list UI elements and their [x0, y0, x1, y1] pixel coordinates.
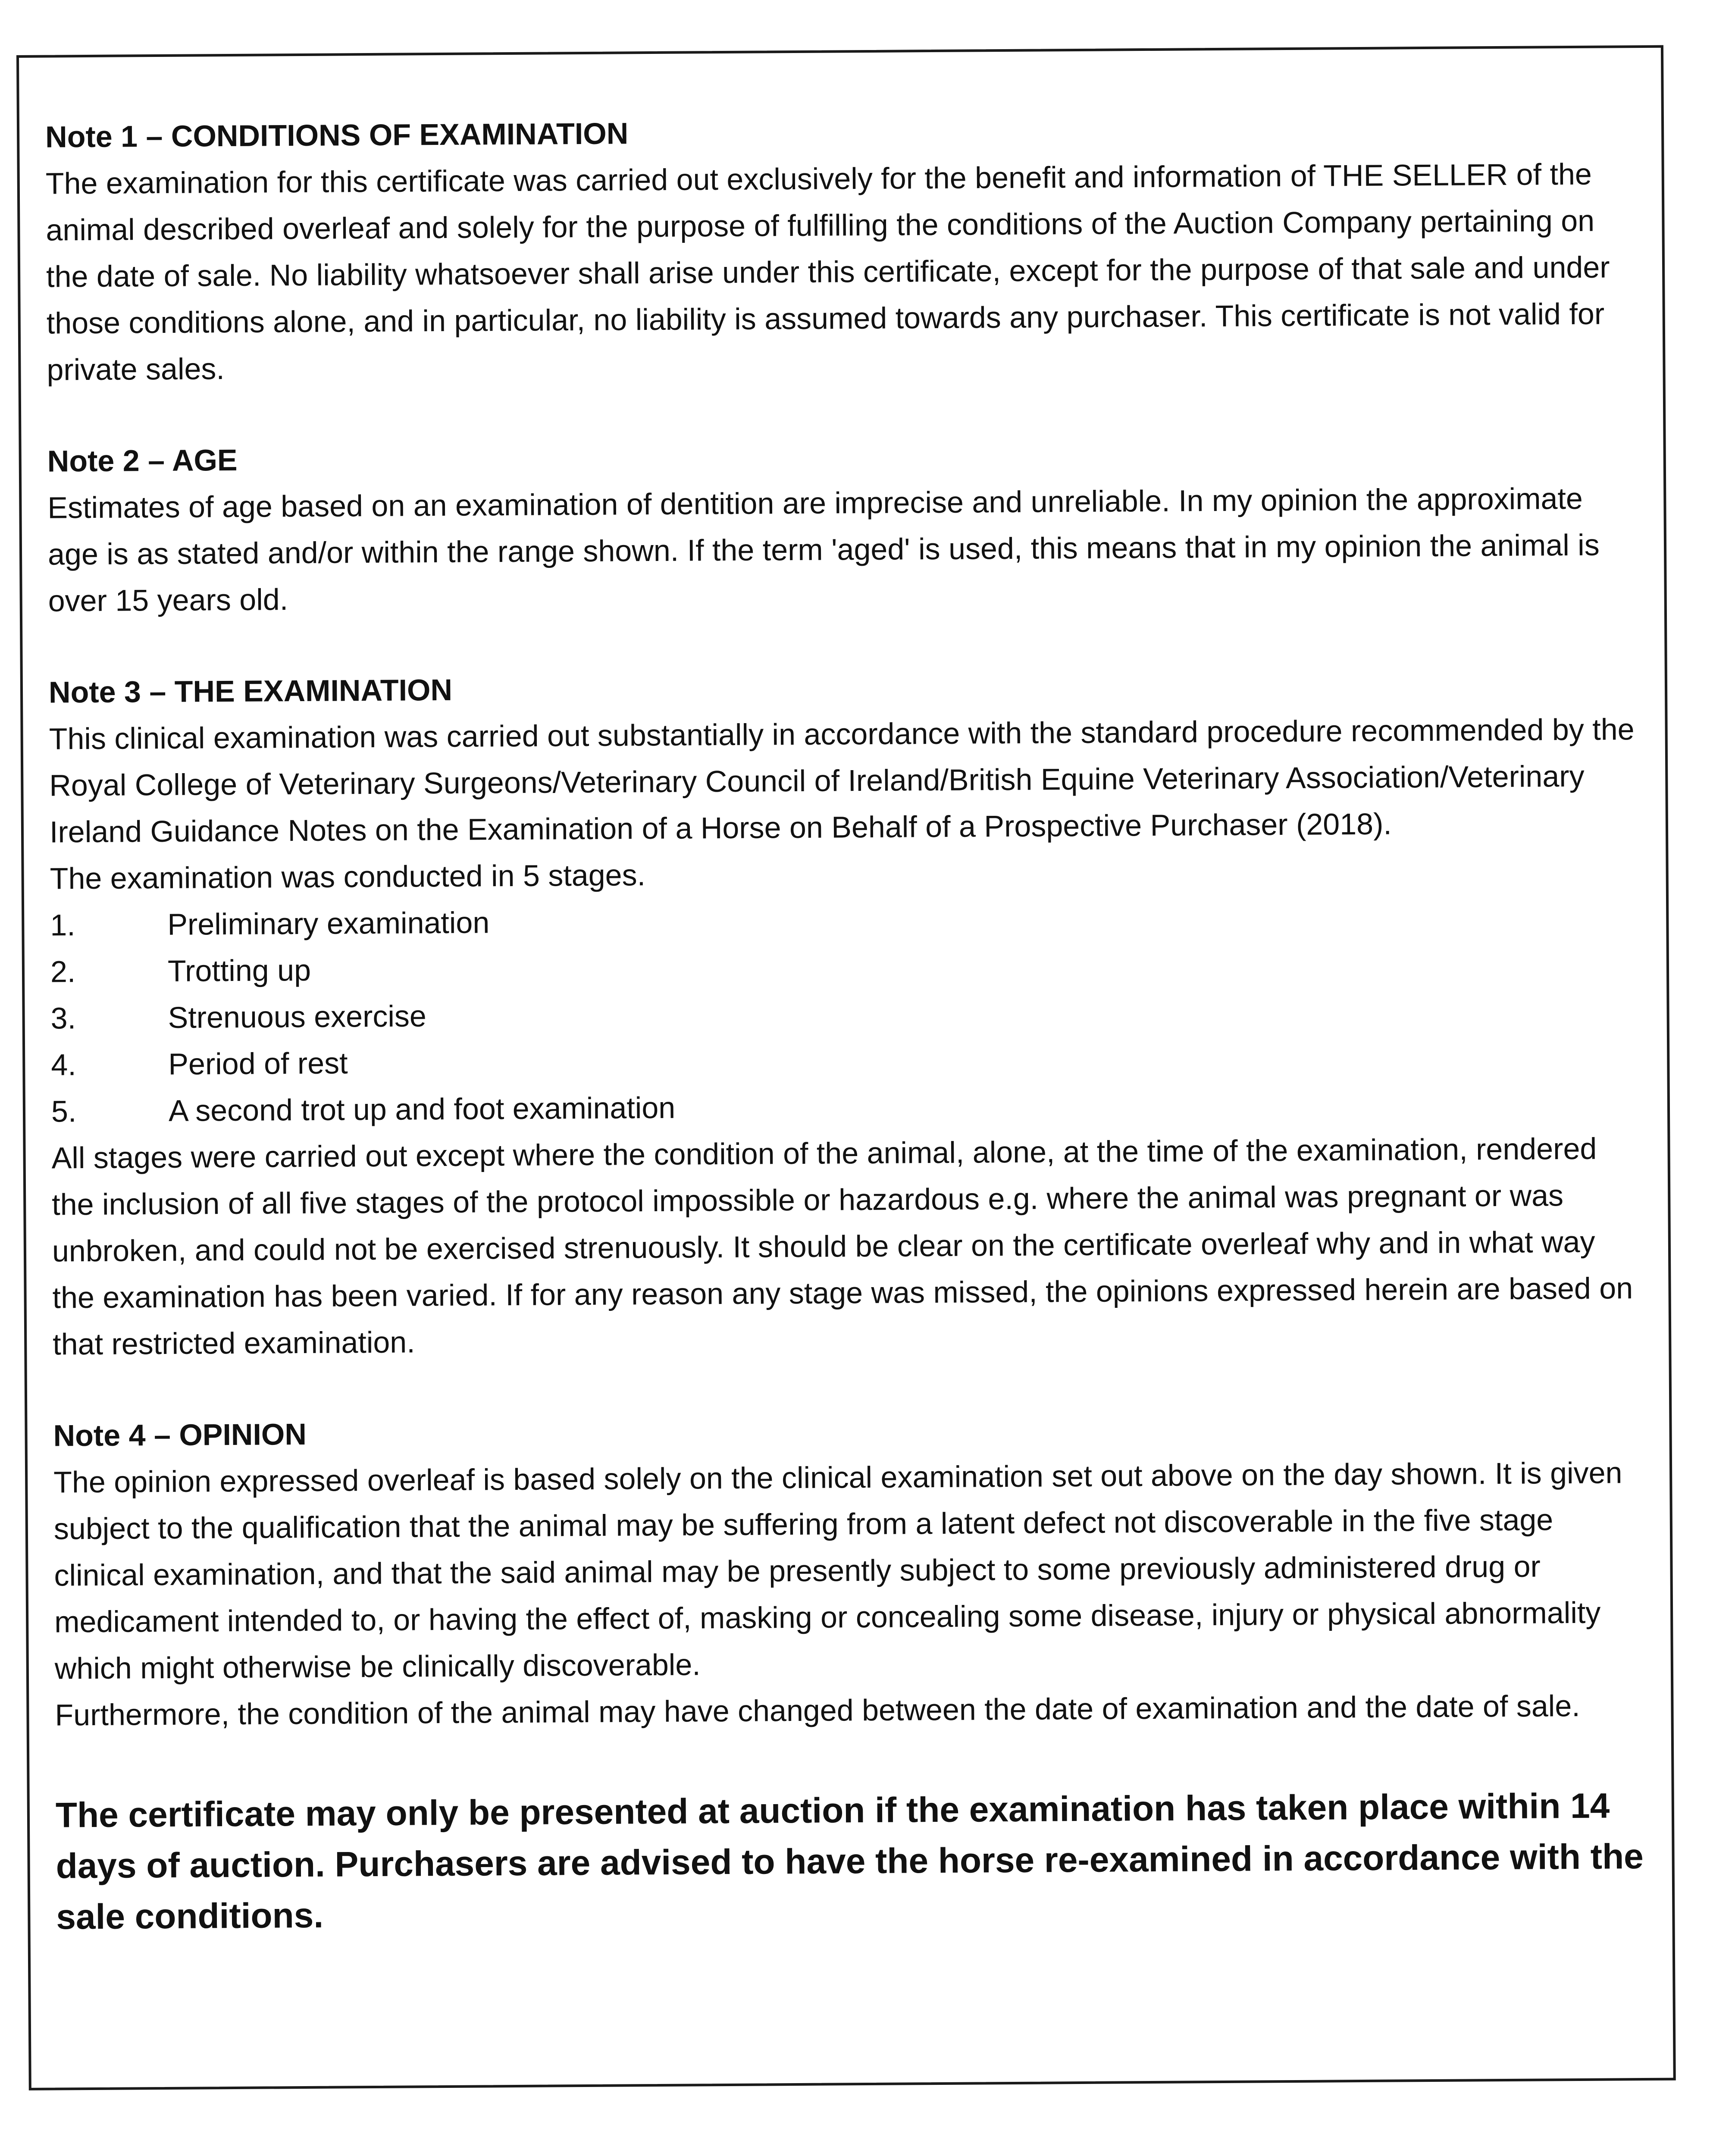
examination-stages-list [50, 892, 1642, 1135]
stage-number: 2. [50, 955, 76, 989]
note-3-examination [49, 659, 1644, 1368]
note-4-furthermore: Furthermore, the condition of the animal may have changed between the date of examination and the date of sale. [55, 1689, 1580, 1732]
note-3-text: This clinical examination was carried out substantially in accordance with the standard procedure recommended by the Royal College of Veterinary Surgeons/Veterinary Council of Ireland/British Equine Veterinary Association/Veterinary Ireland Guidance Notes on the Examination of a Horse on Behalf of a Prospective Purchaser (2018). [49, 712, 1635, 849]
note-4-text: The opinion expressed overleaf is based solely on the clinical examination set out above on the day shown. It is given subject to the qualification that the animal may be suffering from a latent defect not discoverable in the five stage clinical examination, and that the said animal may be presently subject to some previously administered drug or medicament intended to, or having the effect of, masking or concealing some disease, injury or physical abnormality which might otherwise be clinically discoverable. [53, 1456, 1622, 1686]
stage-label: Trotting up [167, 953, 311, 988]
note-2-text: Estimates of age based on an examination of dentition are imprecise and unreliable. In my opinion the approximate age is as stated and/or within the range shown. If the term 'aged' is used, this means that in my opinion the animal is over 15 years old. [47, 481, 1600, 618]
stage-number: 4. [51, 1048, 76, 1082]
note-1-text: The examination for this certificate was carried out exclusively for the benefit and information of THE SELLER of the animal described overleaf and solely for the purpose of fulfilling the conditions of the Auction Company pertaining on the date of sale. No liability whatsoever shall arise under this certificate, except for the purpose of that sale and under those conditions alone, and in particular, no liability is assumed towards any purchaser. This certificate is not valid for private sales. [45, 157, 1610, 387]
stage-number: 5. [51, 1094, 77, 1128]
stage-label: Period of rest [168, 1046, 348, 1081]
stage-number: 1. [50, 908, 75, 942]
note-3-after-stages: All stages were carried out except where the condition of the animal, alone, at the time of the examination, rendered the inclusion of all five stages of the protocol impossible or hazardous e.g. where the animal was pregnant or was unbroken, and could not be exercised strenuously. It should be clear on the certificate overleaf why and in what way the examination has been varied. If for any reason any stage was missed, the opinions expressed herein are based on that restricted examination. [51, 1131, 1633, 1361]
notes-content [45, 104, 1647, 1978]
certificate-notes-frame [16, 45, 1676, 2090]
note-4-heading: Note 4 – OPINION [53, 1417, 307, 1453]
note-3-heading: Note 3 – THE EXAMINATION [48, 673, 453, 709]
stage-label: Preliminary examination [167, 906, 490, 941]
note-2-age [47, 428, 1639, 624]
final-statement: The certificate may only be presented at auction if the examination has taken place within 14 days of auction. Purchasers are advised to have the horse re-examined in accordance with the sale conditions. [55, 1786, 1644, 1937]
note-1-heading: Note 1 – CONDITIONS OF EXAMINATION [45, 116, 629, 154]
note-3-stages-intro: The examination was conducted in 5 stages. [50, 858, 646, 896]
stage-label: Strenuous exercise [168, 999, 427, 1034]
stage-label: A second trot up and foot examination [168, 1091, 676, 1128]
note-1-conditions [45, 104, 1638, 393]
note-2-heading: Note 2 – AGE [47, 443, 238, 478]
stage-number: 3. [50, 1001, 76, 1035]
note-4-opinion [53, 1403, 1646, 1739]
